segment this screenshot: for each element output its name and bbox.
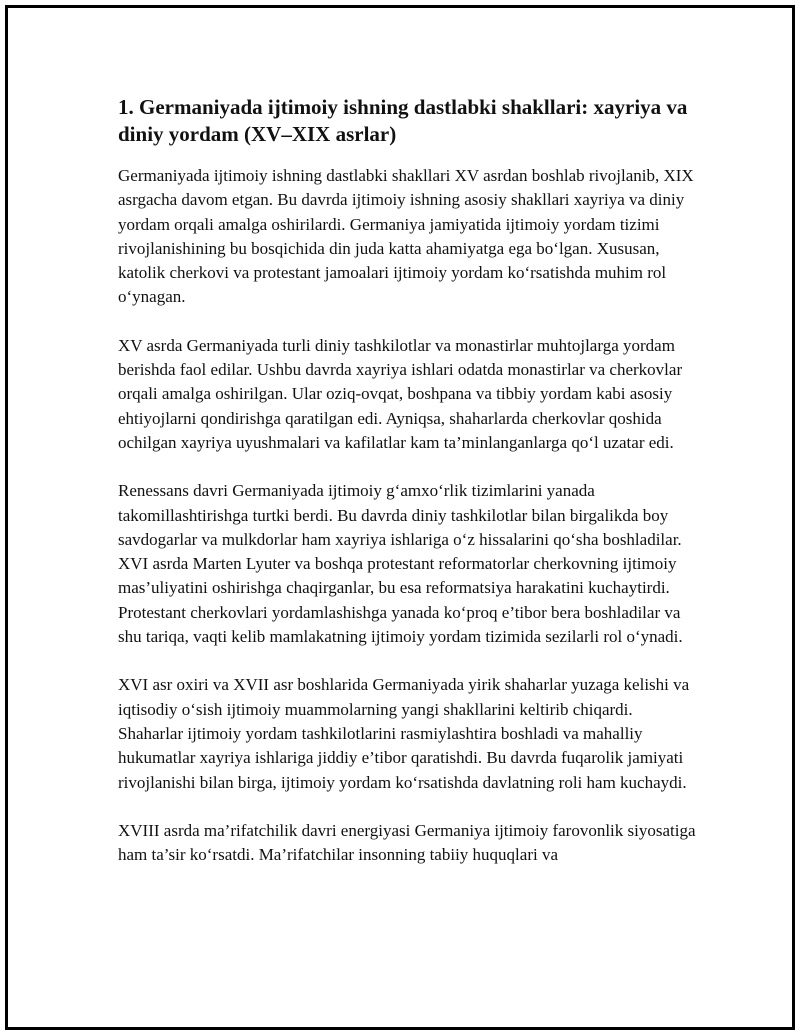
paragraph-4: XVI asr oxiri va XVII asr boshlarida Germaniyada yirik shaharlar yuzaga kelishi va iqtisodiy o‘sish ijtimoiy muammolarning yangi shakllarini keltirib chiqardi. Shaharlar ijtimoiy yordam tashkilotlarini rasmiylashtira boshladi va mahalliy hukumatlar xayriya ishlariga jiddiy e’tibor qaratishdi. Bu davrda fuqarolik jamiyati rivojlanishi bilan birga, ijtimoiy yordam ko‘rsatishda davlatning roli ham kuchaydi.: [118, 675, 690, 792]
paragraph-1: Germaniyada ijtimoiy ishning dastlabki shakllari XV asrdan boshlab rivojlanib, XIX asrgacha davom etgan. Bu davrda ijtimoiy ishning asosiy shakllari xayriya va diniy yordam orqali amalga oshirilardi. Germaniya jamiyatida ijtimoiy yordam tizimi rivojlanishining bu bosqichida din juda katta ahamiyatga ega bo‘lgan. Xususan, katolik cherkovi va protestant jamoalari ijtimoiy yordam ko‘rsatishda muhim rol o‘ynagan.: [118, 166, 694, 307]
paragraph-2: XV asrda Germaniyada turli diniy tashkilotlar va monastirlar muhtojlarga yordam berishda faol edilar. Ushbu davrda xayriya ishlari odatda monastirlar va cherkovlar orqali amalga oshirilgan. Ular oziq-ovqat, boshpana va tibbiy yordam kabi asosiy ehtiyojlarni qondirishga qaratilgan edi. Ayniqsa, shaharlarda cherkovlar qoshida ochilgan xayriya uyushmalari va kafilatlar kam ta’minlanganlarga qo‘l uzatar edi.: [118, 335, 683, 452]
document-body: [118, 94, 698, 891]
section-heading: 1. Germaniyada ijtimoiy ishning dastlabki shakllari: xayriya va diniy yordam (XV–XIX asrlar): [118, 95, 688, 146]
page-frame: [5, 5, 795, 1030]
paragraph-5: XVIII asrda ma’rifatchilik davri energiyasi Germaniya ijtimoiy farovonlik siyosatiga ham ta’sir ko‘rsatdi. Ma’rifatchilar insonning tabiiy huquqlari va: [118, 820, 696, 865]
paragraph-3: Renessans davri Germaniyada ijtimoiy g‘amxo‘rlik tizimlarini yanada takomillashtirishga turtki berdi. Bu davrda diniy tashkilotlar bilan birgalikda boy savdogarlar va mulkdorlar ham xayriya ishlariga o‘z hissalarini qo‘sha boshladilar. XVI asrda Marten Lyuter va boshqa protestant reformatorlar cherkovning ijtimoiy mas’uliyatini oshirishga chaqirganlar, bu esa reformatsiya harakatini kuchaytirdi. Protestant cherkovlari yordamlashishga yanada ko‘proq e’tibor bera boshladilar va shu tariqa, vaqti kelib mamlakatning ijtimoiy yordam tizimida sezilarli rol o‘ynadi.: [118, 481, 683, 647]
